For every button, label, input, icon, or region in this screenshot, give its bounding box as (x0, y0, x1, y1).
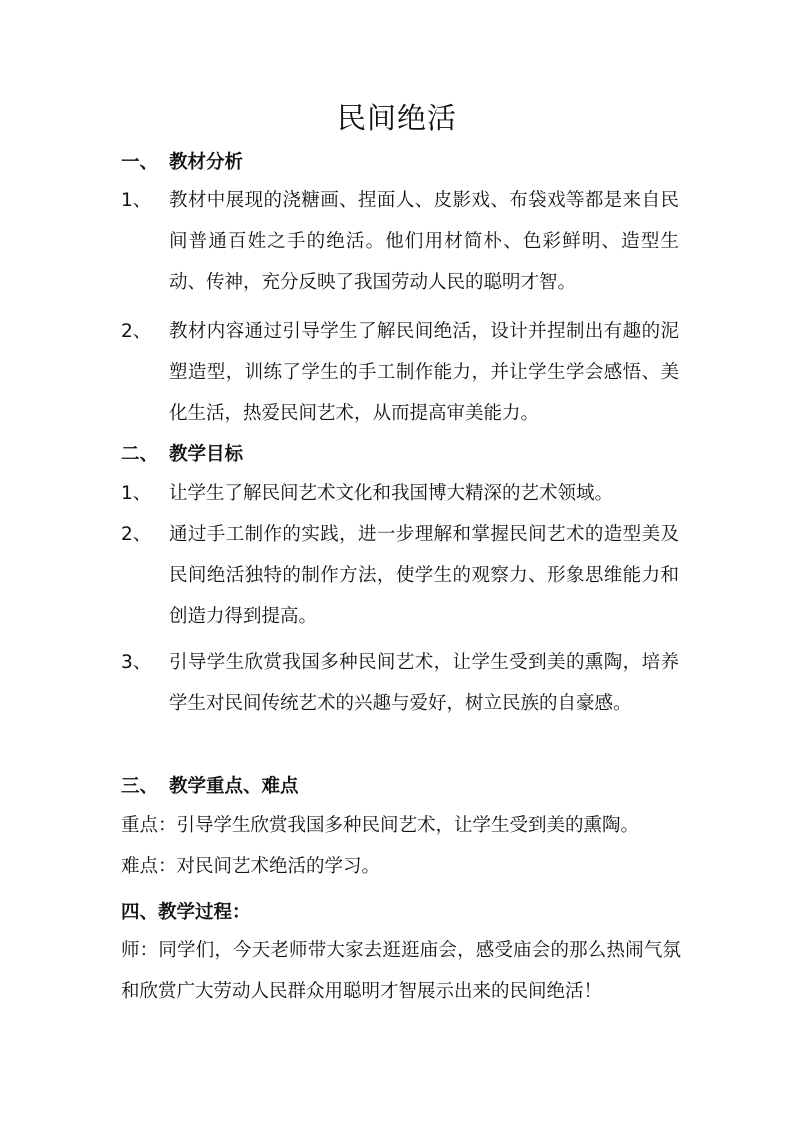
difficulty-text: 难点：对民间艺术绝活的学习。 (121, 856, 381, 877)
section-heading-textbook-analysis (121, 148, 243, 174)
section-title: 教学重点、难点 (169, 776, 299, 797)
section-heading-key-points (121, 772, 299, 798)
item-number: 2、 (121, 524, 152, 545)
item-text: 教材内容通过引导学生了解民间绝活，设计并捏制出有趣的泥塑造型，训练了学生的手工制作能力，并让学生学会感悟、美化生活，热爱民间艺术，从而提高审美能力。 (169, 321, 679, 424)
item-text: 引导学生欣赏我国多种民间艺术，让学生受到美的熏陶，培养学生对民间传统艺术的兴趣与爱好，树立民族的自豪感。 (169, 652, 679, 714)
list-item (121, 311, 681, 434)
item-text: 让学生了解民间艺术文化和我国博大精深的艺术领域。 (169, 483, 614, 504)
section-title: 教学目标 (169, 444, 244, 465)
key-point-text: 重点：引导学生欣赏我国多种民间艺术，让学生受到美的熏陶。 (121, 815, 640, 836)
section-title: 教材分析 (169, 152, 244, 173)
list-item (121, 514, 681, 637)
item-number: 1、 (121, 190, 152, 211)
page-title: 民间绝活 (336, 101, 457, 135)
section-number: 一、 (121, 152, 159, 173)
list-item (121, 642, 681, 765)
list-item (121, 180, 681, 303)
item-text: 通过手工制作的实践，进一步理解和掌握民间艺术的造型美及民间绝活独特的制作方法，使学生的观察力、形象思维能力和创造力得到提高。 (169, 524, 679, 627)
section-heading-teaching-process: 四、教学过程： (121, 902, 251, 923)
list-item (121, 473, 681, 514)
section-heading-teaching-goals (121, 440, 243, 466)
item-number: 3、 (121, 652, 152, 673)
section-number: 三、 (121, 776, 159, 797)
section-number: 二、 (121, 444, 159, 465)
item-text: 教材中展现的浇糖画、捏面人、皮影戏、布袋戏等都是来自民间普通百姓之手的绝活。他们用材简朴、色彩鲜明、造型生动、传神，充分反映了我国劳动人民的聪明才智。 (169, 190, 679, 293)
process-paragraph: 师：同学们，今天老师带大家去逛逛庙会，感受庙会的那么热闹气氛和欣赏广大劳动人民群众用聪明才智展示出来的民间绝活！ (121, 940, 681, 1002)
item-number: 1、 (121, 483, 152, 504)
item-number: 2、 (121, 321, 152, 342)
